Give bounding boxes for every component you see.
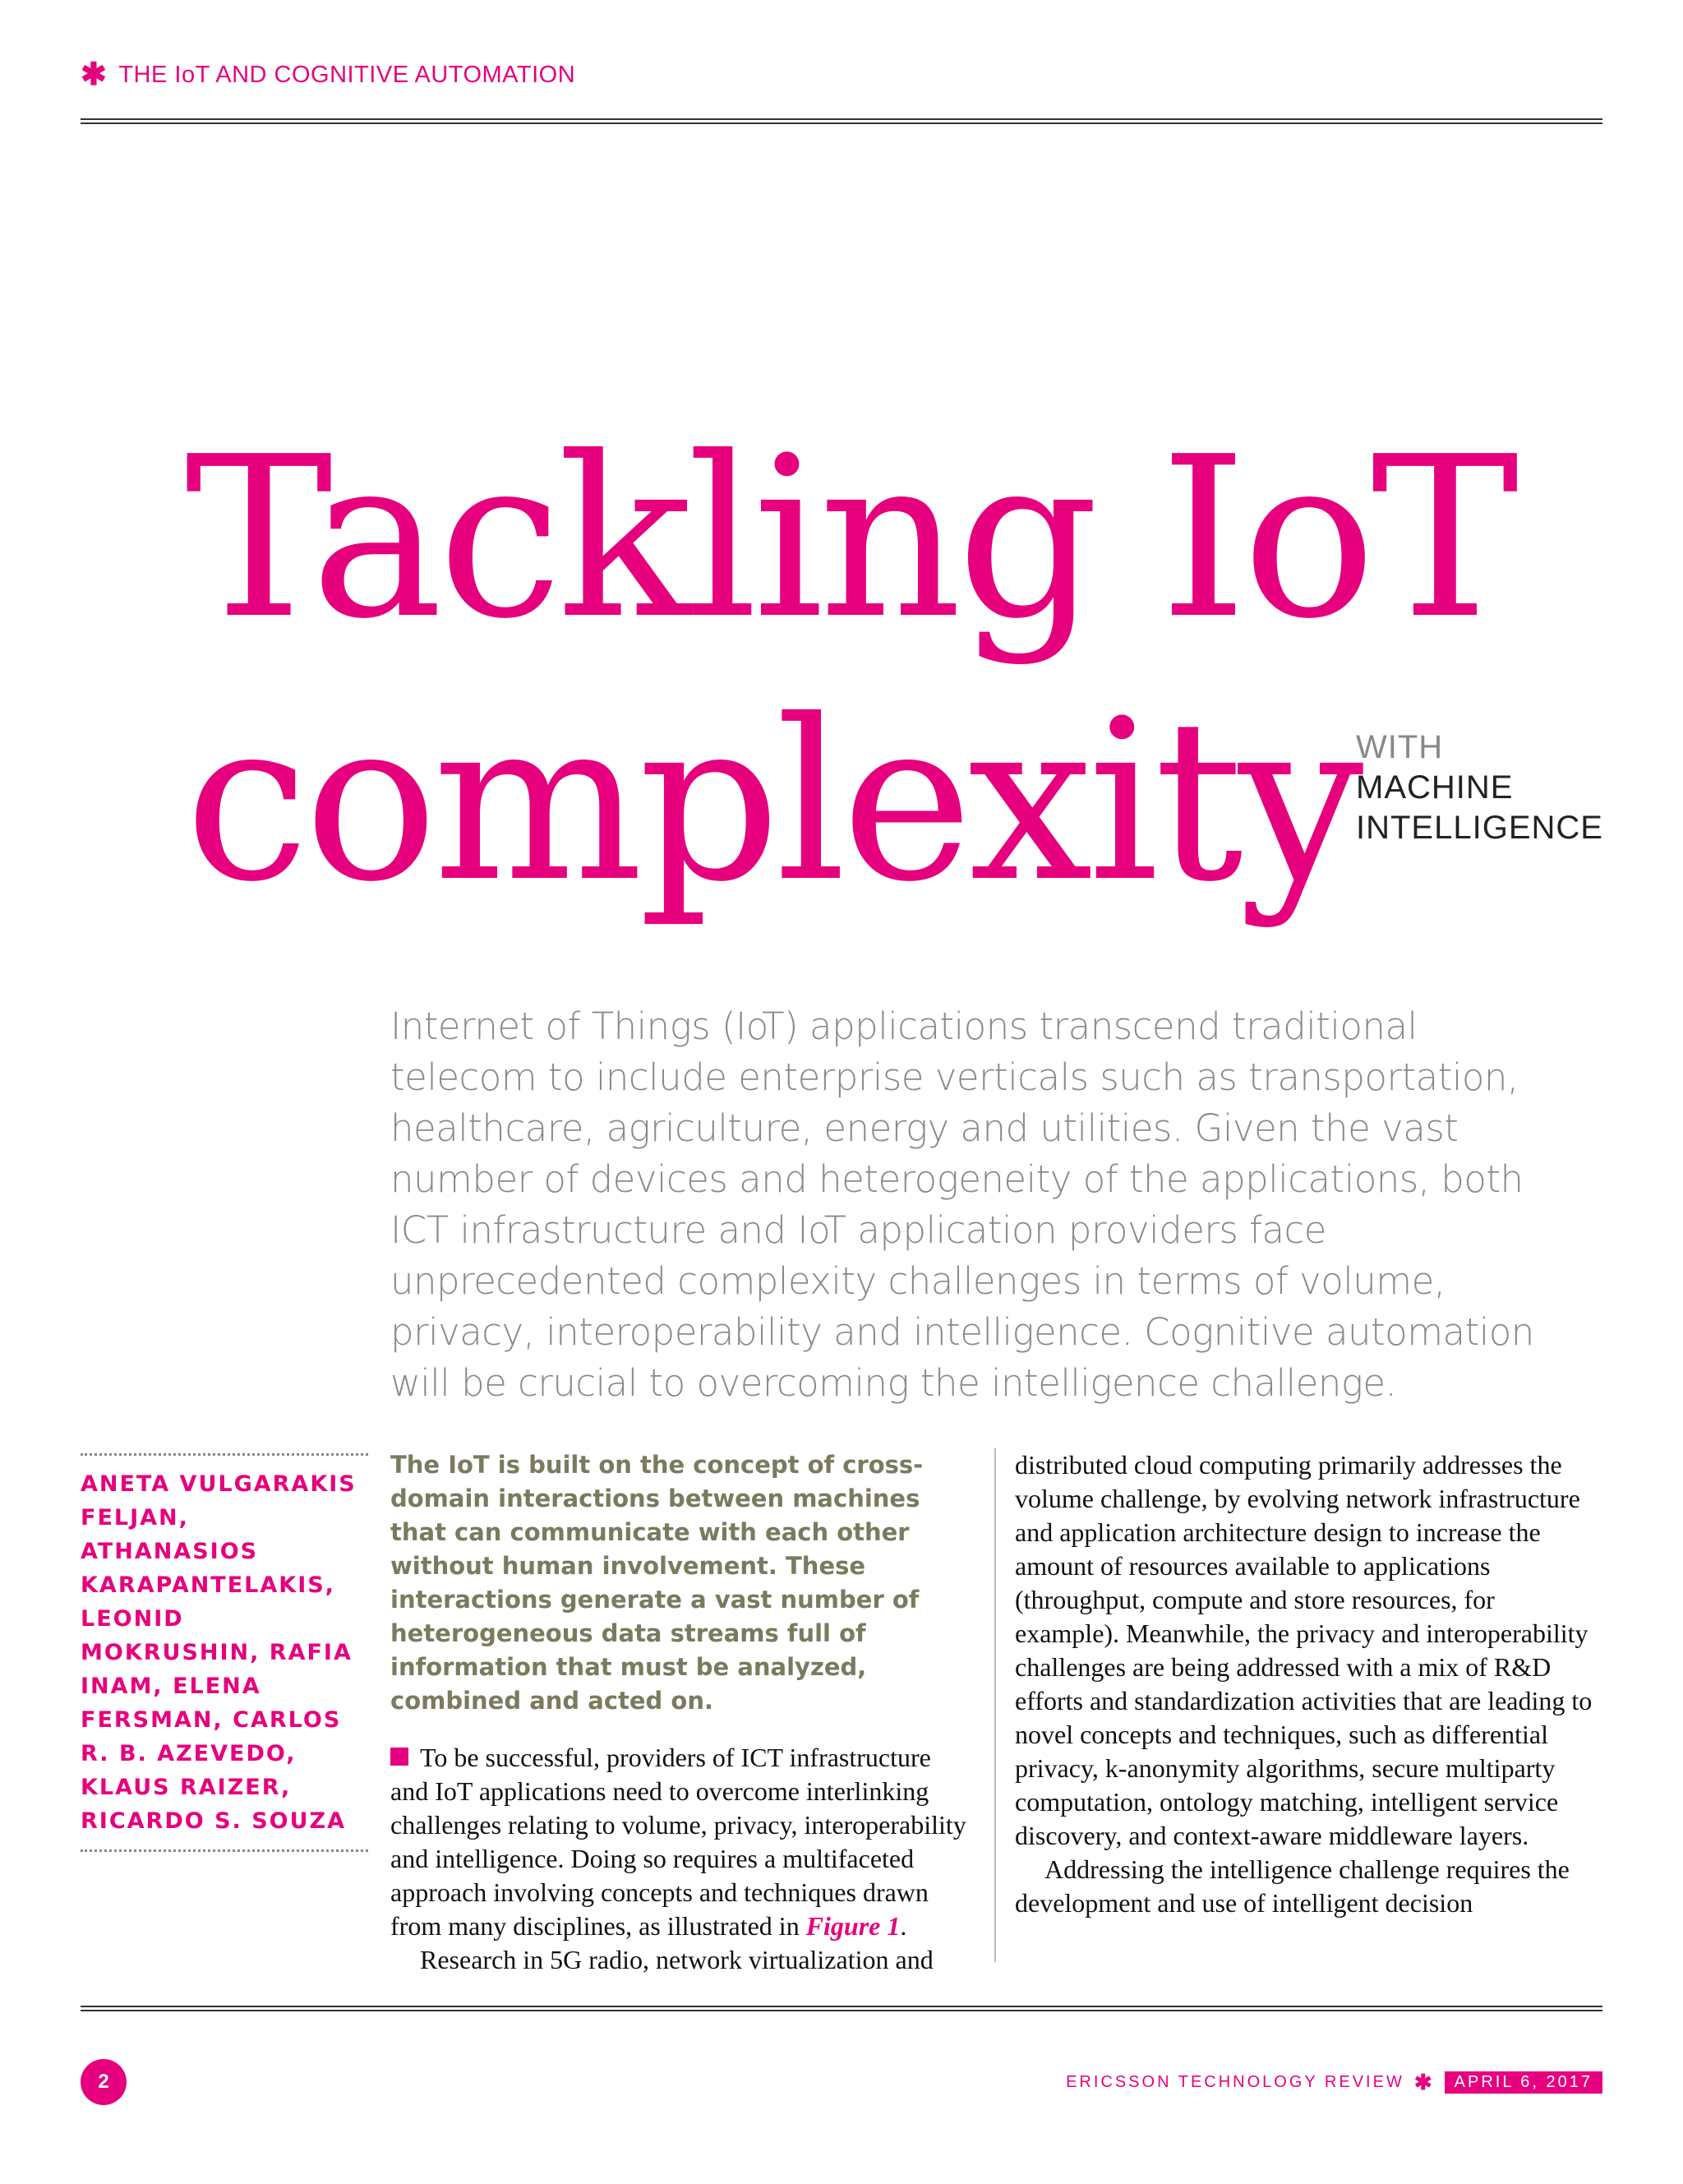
body-column-right (1015, 1448, 1598, 1920)
author-list: ANETA VULGARAKIS FELJAN, ATHANASIOS KARAPANTELAKIS, LEONID MOKRUSHIN, RAFIA INAM, ELENA FERSMAN, CARLOS R. B. AZEVEDO, KLAUS RAIZER, RICARDO S. SOUZA (81, 1453, 368, 1852)
subtitle (1356, 727, 1603, 848)
subtitle-with: WITH (1356, 729, 1444, 765)
subtitle-intelligence: INTELLIGENCE (1356, 810, 1603, 846)
page-number: 2 (81, 2059, 127, 2105)
lede-paragraph: Internet of Things (IoT) applications transcend traditional telecom to include enterprise verticals such as transportation, healthcare, agriculture, energy and utilities. Given the vast number of devices and heterogeneity of the applications, both ICT infrastructure and IoT application providers face unprecedented complexity challenges in terms of volume, privacy, interoperability and intelligence. Cognitive automation will be crucial to overcoming the intelligence challenge. (390, 1004, 1534, 1405)
body-paragraph-3: distributed cloud computing primarily addresses the volume challenge, by evolving network infrastructure and application architecture design to increase the amount of resources available to applications (throughput, compute and store resources, for example). Meanwhile, the privacy and interoperability challenges are being addressed with a mix of R&D efforts and standardization activities that are leading to novel concepts and techniques, such as differential privacy, k-anonymity algorithms, secure multiparty computation, ontology matching, intelligent service discovery, and context-aware middleware layers. (1015, 1450, 1593, 1850)
body-paragraph-4: Addressing the intelligence challenge requires the development and use of intelligent decision (1015, 1854, 1570, 1918)
bottom-rule (81, 2006, 1602, 2011)
title-line-1: Tackling IoT (185, 409, 1515, 667)
body-column-left (390, 1448, 974, 1977)
column-divider (994, 1448, 996, 1962)
body-paragraph-2: Research in 5G radio, network virtualization and (420, 1945, 934, 1974)
title-line-2: complexity (185, 672, 1359, 930)
intro-paragraph: The IoT is built on the concept of cross-domain interactions between machines that can communicate with each other without human involvement. These interactions generate a vast number of heterogeneous data streams full of information that must be analyzed, combined and acted on. (390, 1451, 924, 1715)
section-label-text: THE IoT AND COGNITIVE AUTOMATION (118, 61, 576, 88)
subtitle-machine: MACHINE (1356, 769, 1514, 806)
body-paragraph-1-end: . (900, 1911, 907, 1941)
publication-date: APRIL 6, 2017 (1445, 2071, 1602, 2094)
publication-name: ERICSSON TECHNOLOGY REVIEW (1066, 2073, 1404, 2091)
asterisk-icon: ✱ (81, 58, 108, 92)
footer (1066, 2070, 1602, 2095)
body-paragraph-1 (390, 1741, 974, 1943)
top-rule (81, 118, 1602, 124)
body-paragraph-1-text: To be successful, providers of ICT infrastructure and IoT applications need to overcome interlinking challenges relating to volume, privacy, interoperability and intelligence. Doing so requires a multifaceted approach involving concepts and techniques drawn from many disciplines, as illustrated in (390, 1743, 966, 1941)
paragraph-start-square-icon (390, 1748, 408, 1766)
asterisk-icon: ✱ (1413, 2070, 1435, 2094)
section-label (81, 59, 575, 90)
figure-1-link[interactable]: Figure 1 (805, 1911, 901, 1941)
